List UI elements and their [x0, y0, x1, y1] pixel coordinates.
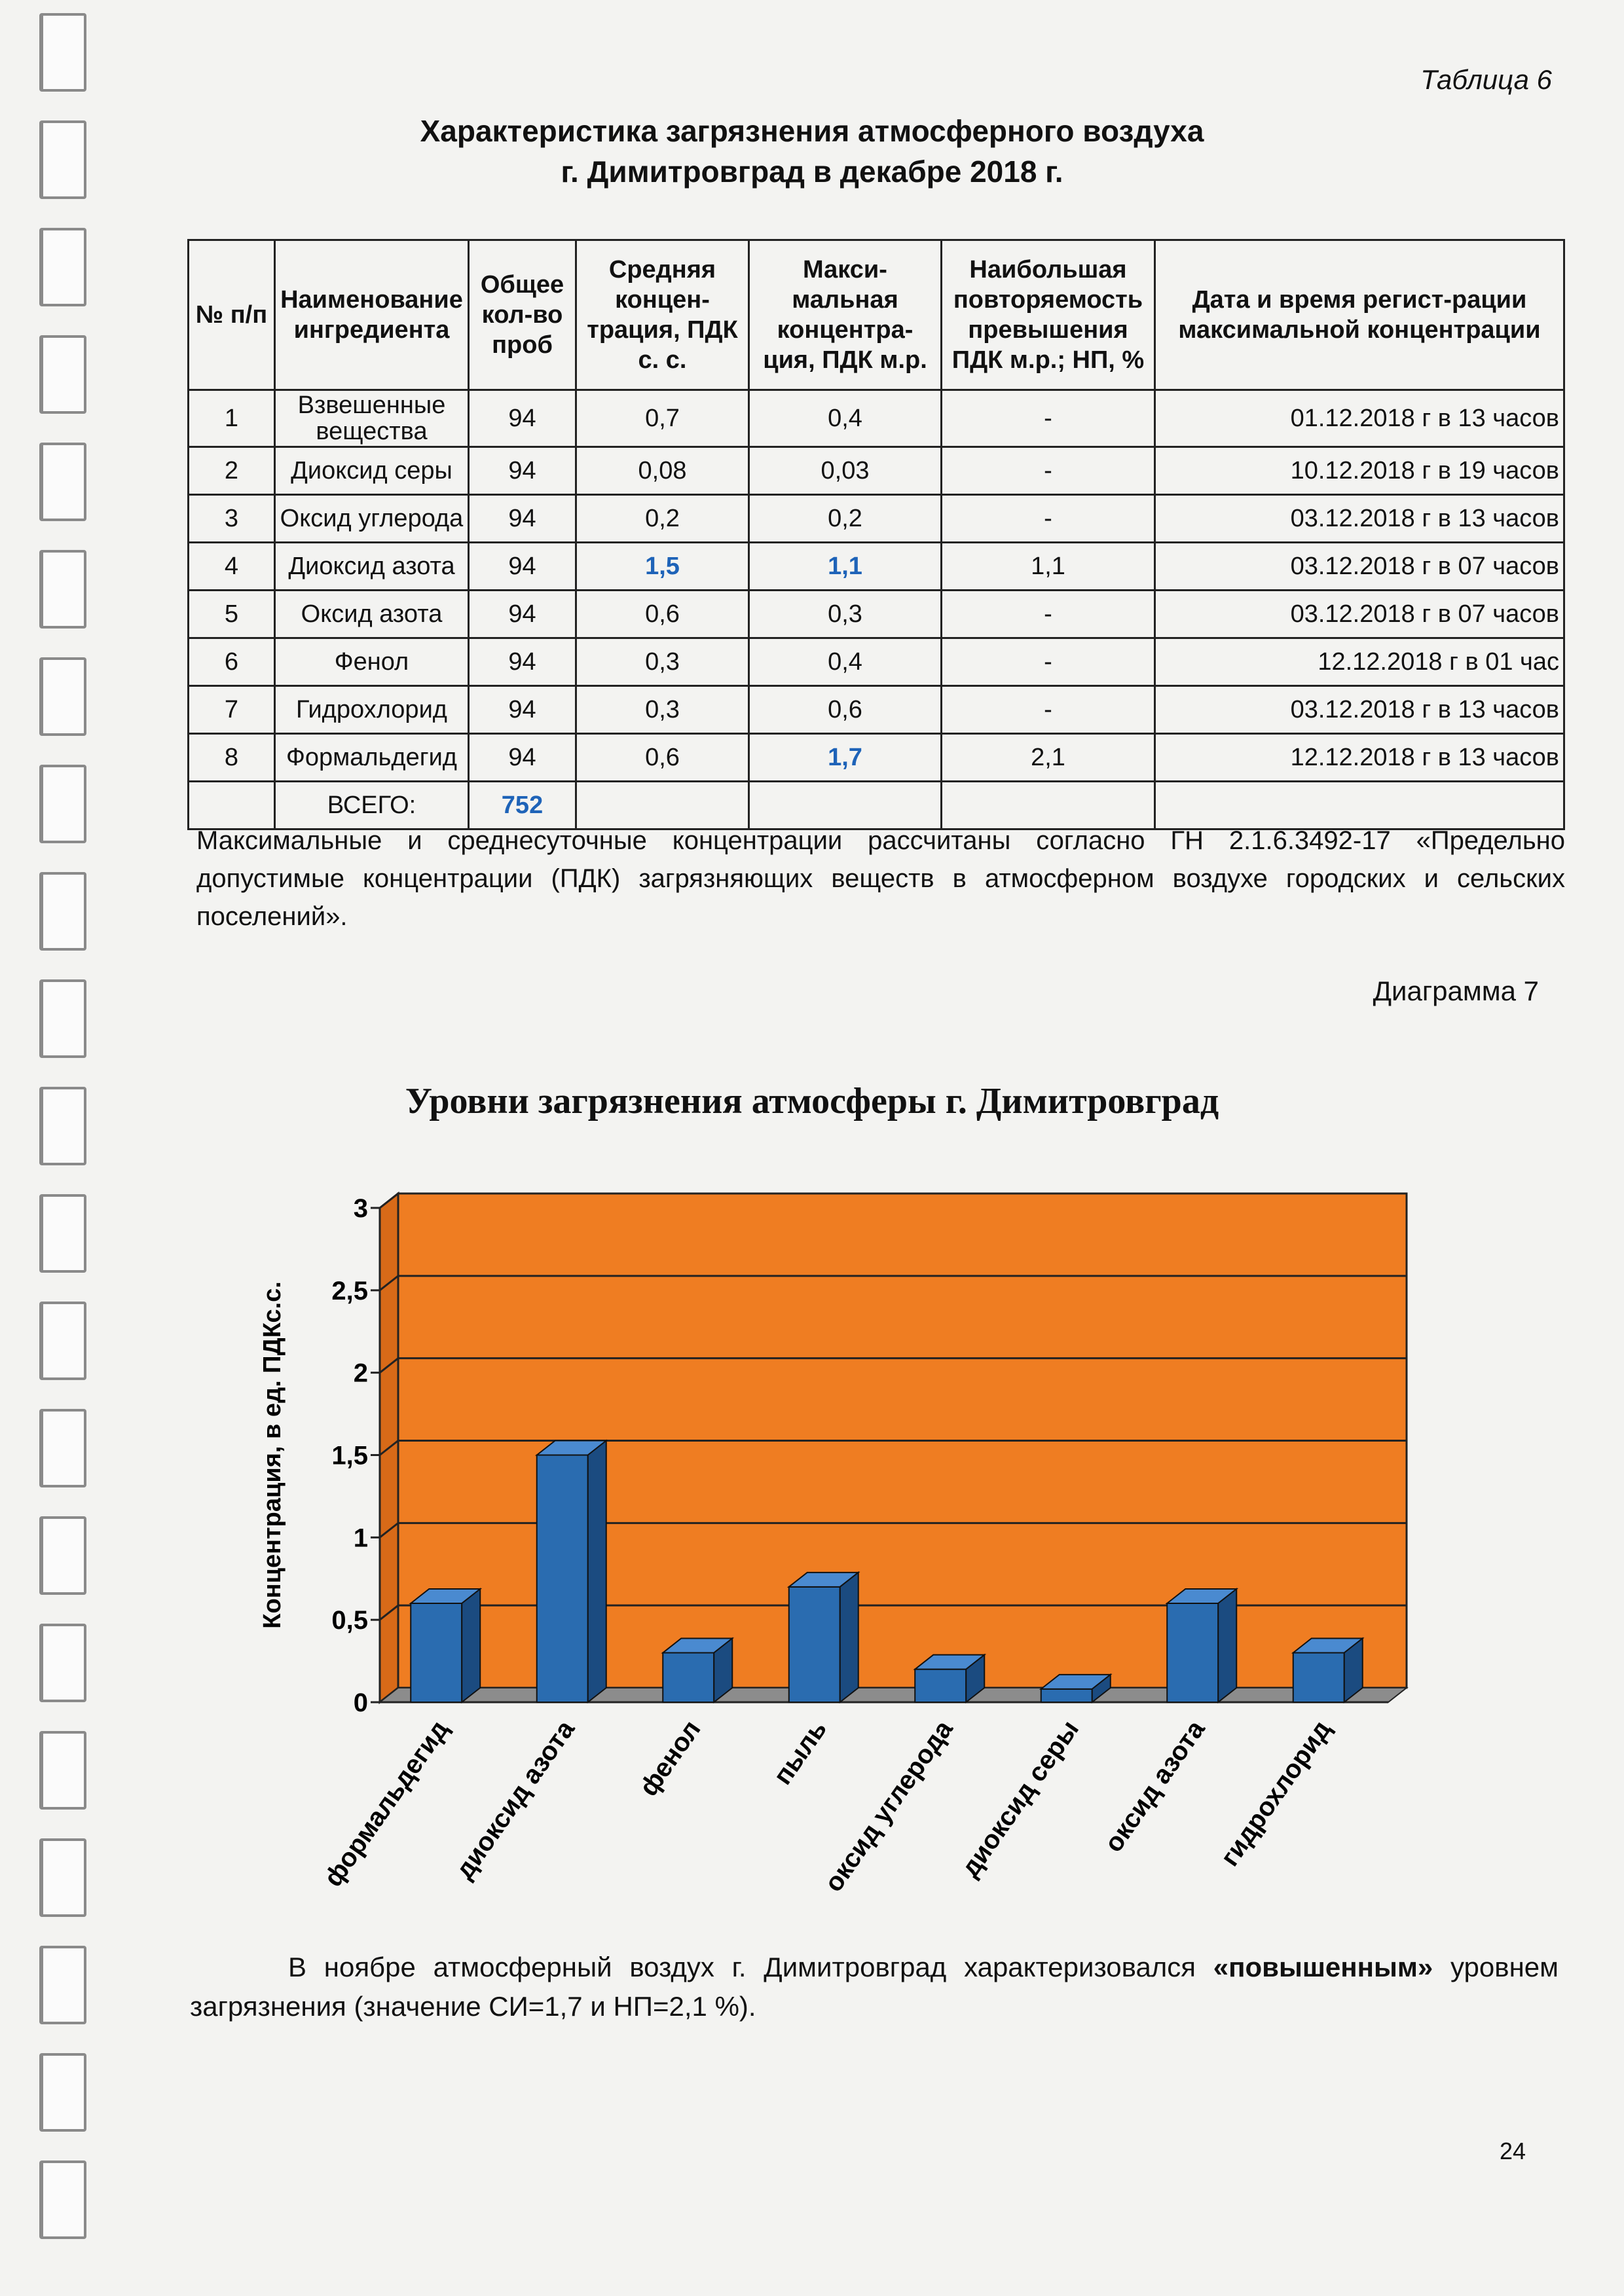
row-number: 1 — [189, 390, 275, 447]
binding-ring — [39, 1516, 86, 1595]
binding-ring — [39, 1624, 86, 1702]
conclusion-part2: уровнем загрязнения (значение СИ=1,7 и НП=2,1 %). — [190, 1952, 1559, 2022]
row-avg: 0,3 — [576, 686, 749, 734]
y-tick-label: 3 — [353, 1194, 368, 1223]
row-max: 1,1 — [749, 543, 942, 591]
row-exceedance: - — [942, 591, 1155, 638]
row-max: 0,3 — [749, 591, 942, 638]
row-exceedance: - — [942, 495, 1155, 543]
row-exceedance: - — [942, 447, 1155, 495]
header-date: Дата и время регист-рации максимальной концентрации — [1155, 240, 1564, 390]
bar — [1041, 1689, 1092, 1702]
y-tick-label: 2 — [353, 1358, 368, 1388]
header-ingredient: Наименование ингредиента — [275, 240, 469, 390]
row-date: 12.12.2018 г в 13 часов — [1155, 734, 1564, 782]
binding-ring — [39, 765, 86, 843]
binding-ring — [39, 228, 86, 306]
row-number: 7 — [189, 686, 275, 734]
table-row — [189, 591, 1564, 638]
row-number: 6 — [189, 638, 275, 686]
table-header-row — [189, 240, 1564, 390]
table-row — [189, 447, 1564, 495]
row-samples: 94 — [469, 686, 576, 734]
bar-side — [462, 1589, 480, 1702]
row-exceedance: 2,1 — [942, 734, 1155, 782]
row-exceedance: - — [942, 686, 1155, 734]
binding-ring — [39, 1731, 86, 1810]
row-avg: 0,7 — [576, 390, 749, 447]
row-avg: 0,08 — [576, 447, 749, 495]
x-category-label: оксид азота — [1099, 1715, 1211, 1857]
table-row — [189, 543, 1564, 591]
total-value: 752 — [469, 782, 576, 829]
x-category-label: диоксид азота — [450, 1715, 581, 1884]
bar — [915, 1669, 966, 1702]
row-date: 10.12.2018 г в 19 часов — [1155, 447, 1564, 495]
row-ingredient: Взвешенные вещества — [275, 390, 469, 447]
row-ingredient: Диоксид азота — [275, 543, 469, 591]
row-number: 3 — [189, 495, 275, 543]
table-note: Максимальные и среднесуточные концентрации рассчитаны согласно ГН 2.1.6.3492-17 «Предельно допустимые концентрации (ПДК) загрязняющих веществ в атмосферном воздухе городских и сельских поселений». — [196, 826, 1565, 931]
row-max: 0,2 — [749, 495, 942, 543]
chart-title: Уровни загрязнения атмосферы г. Димитровград — [405, 1081, 1219, 1121]
header-max-concentration: Макси-мальная концентра-ция, ПДК м.р. — [749, 240, 942, 390]
bar — [663, 1653, 714, 1703]
binding-ring — [39, 2160, 86, 2239]
bar — [789, 1587, 840, 1702]
table-label: Таблица 6 — [1420, 64, 1552, 95]
bar-side — [840, 1573, 858, 1702]
header-avg-concentration: Средняя концен-трация, ПДК с. с. — [576, 240, 749, 390]
row-avg: 0,3 — [576, 638, 749, 686]
row-avg: 0,6 — [576, 591, 749, 638]
row-date: 03.12.2018 г в 07 часов — [1155, 543, 1564, 591]
y-axis-label: Концентрация, в ед. ПДКс.с. — [259, 1281, 286, 1629]
y-tick-label: 1,5 — [331, 1441, 368, 1470]
conclusion-part1: В ноябре атмосферный воздух г. Димитровград характеризовался — [288, 1952, 1213, 1982]
row-avg: 0,6 — [576, 734, 749, 782]
binding-ring — [39, 2053, 86, 2132]
binding-ring — [39, 979, 86, 1058]
x-category-label: оксид углерода — [819, 1715, 959, 1897]
header-samples: Общее кол-во проб — [469, 240, 576, 390]
x-category-label: формальдегид — [318, 1715, 454, 1892]
header-number: № п/п — [189, 240, 275, 390]
binding-ring — [39, 550, 86, 629]
row-date: 03.12.2018 г в 13 часов — [1155, 495, 1564, 543]
binding-ring — [39, 13, 86, 92]
diagram-label: Диаграмма 7 — [1373, 975, 1539, 1006]
binding-ring — [39, 872, 86, 951]
x-category-label: гидрохлорид — [1215, 1715, 1337, 1872]
table-title-line1: Характеристика загрязнения атмосферного воздуха — [420, 114, 1204, 148]
bar — [1167, 1603, 1218, 1702]
bar — [411, 1603, 462, 1702]
binding-rings — [26, 0, 111, 2296]
conclusion-level: «повышенным» — [1213, 1952, 1433, 1982]
row-ingredient: Диоксид серы — [275, 447, 469, 495]
y-tick-label: 0 — [353, 1688, 368, 1717]
binding-ring — [39, 657, 86, 736]
row-ingredient: Формальдегид — [275, 734, 469, 782]
binding-ring — [39, 1409, 86, 1487]
row-samples: 94 — [469, 734, 576, 782]
row-max: 1,7 — [749, 734, 942, 782]
row-number: 4 — [189, 543, 275, 591]
row-number: 2 — [189, 447, 275, 495]
binding-ring — [39, 443, 86, 521]
y-tick-label: 2,5 — [331, 1276, 368, 1305]
binding-ring — [39, 335, 86, 414]
table-row — [189, 638, 1564, 686]
bar-chart — [249, 1178, 1441, 1931]
row-ingredient: Оксид азота — [275, 591, 469, 638]
table-title-line2: г. Димитровград в декабре 2018 г. — [561, 155, 1063, 189]
row-ingredient: Гидрохлорид — [275, 686, 469, 734]
bar — [1293, 1653, 1344, 1703]
bar — [537, 1455, 588, 1703]
x-category-label: фенол — [634, 1715, 707, 1802]
row-exceedance: - — [942, 390, 1155, 447]
y-tick-label: 1 — [353, 1523, 368, 1553]
row-ingredient: Фенол — [275, 638, 469, 686]
row-number: 8 — [189, 734, 275, 782]
row-avg: 1,5 — [576, 543, 749, 591]
page-number: 24 — [1499, 2138, 1526, 2164]
table-row — [189, 390, 1564, 447]
binding-ring — [39, 1302, 86, 1380]
total-label: ВСЕГО: — [275, 782, 469, 829]
row-max: 0,6 — [749, 686, 942, 734]
binding-ring — [39, 1194, 86, 1273]
row-samples: 94 — [469, 543, 576, 591]
row-samples: 94 — [469, 591, 576, 638]
header-exceedance: Наибольшая повторяемость превышения ПДК м.р.; НП, % — [942, 240, 1155, 390]
row-ingredient: Оксид углерода — [275, 495, 469, 543]
row-max: 0,4 — [749, 390, 942, 447]
row-date: 01.12.2018 г в 13 часов — [1155, 390, 1564, 447]
bar-side — [1218, 1589, 1236, 1702]
row-date: 03.12.2018 г в 07 часов — [1155, 591, 1564, 638]
row-exceedance: - — [942, 638, 1155, 686]
conclusion-text — [190, 1948, 1559, 2026]
table-row — [189, 734, 1564, 782]
table-row — [189, 495, 1564, 543]
row-exceedance: 1,1 — [942, 543, 1155, 591]
x-category-label: пыль — [767, 1715, 833, 1790]
row-samples: 94 — [469, 447, 576, 495]
table-row — [189, 686, 1564, 734]
row-date: 12.12.2018 г в 01 час — [1155, 638, 1564, 686]
row-avg: 0,2 — [576, 495, 749, 543]
row-number: 5 — [189, 591, 275, 638]
row-samples: 94 — [469, 390, 576, 447]
row-samples: 94 — [469, 495, 576, 543]
pollution-table — [187, 239, 1565, 830]
x-category-label: диоксид серы — [955, 1715, 1085, 1882]
plot-floor — [380, 1688, 1407, 1702]
row-date: 03.12.2018 г в 13 часов — [1155, 686, 1564, 734]
row-max: 0,03 — [749, 447, 942, 495]
row-samples: 94 — [469, 638, 576, 686]
row-max: 0,4 — [749, 638, 942, 686]
binding-ring — [39, 1838, 86, 1917]
y-tick-label: 0,5 — [331, 1606, 368, 1635]
binding-ring — [39, 1946, 86, 2024]
bar-side — [588, 1441, 606, 1703]
